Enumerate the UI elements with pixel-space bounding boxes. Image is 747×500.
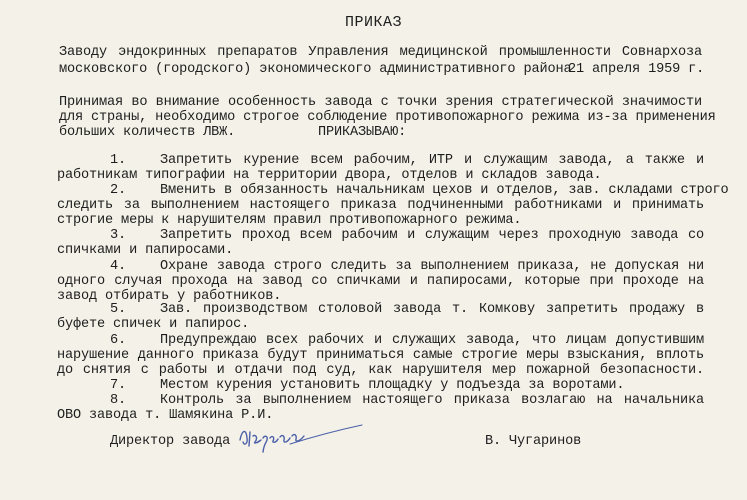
item-text: Зав. производством столовой завода т. Комкову запретить продажу в: [160, 302, 704, 317]
item-number: 2.: [110, 183, 127, 198]
item-text: Контроль за выполнением настоящего приказа возлагаю на начальника: [160, 393, 704, 408]
item-number: 1.: [110, 153, 127, 168]
preamble-line-1: Принимая во внимание особенность завода с точки зрения стратегической значимости: [59, 95, 702, 110]
document-title: ПРИКАЗ: [344, 14, 402, 31]
header-date: 21 апреля 1959 г.: [568, 62, 705, 77]
header-line-2: московского (городского) экономического административного района: [59, 62, 572, 77]
item-text: строгие меры к нарушителям правил противопожарного режима.: [57, 213, 522, 228]
item-number: 6.: [110, 333, 127, 348]
item-text: буфете спичек и папирос.: [57, 317, 250, 332]
item-number: 7.: [110, 378, 127, 393]
item-number: 3.: [110, 228, 127, 243]
item-text: завод отбирать у работников.: [57, 289, 282, 304]
signatory-position: Директор завода: [110, 434, 231, 449]
item-number: 5.: [110, 302, 127, 317]
item-text: нарушение данного приказа будут приниматься самые строгие меры взыскания, вплоть: [57, 348, 704, 363]
preamble-line-2: для страны, необходимо строгое соблюдение противопожарного режима из-за применения: [59, 110, 716, 125]
header-line-1: Заводу эндокринных препаратов Управления медицинской промышленности Совнархоза: [59, 45, 702, 60]
item-number: 8.: [110, 393, 127, 408]
item-text: до снятия с работы и отдачи под суд, как нарушителя мер пожарной безопасности.: [57, 363, 704, 378]
item-text: ОВО завода т. Шамякина Р.И.: [57, 408, 274, 423]
item-number: 4.: [110, 259, 127, 274]
item-text: одного случая прохода на завод со спичками и папиросами, которые при проходе на: [57, 274, 704, 289]
item-text: Запретить курение всем рабочим, ИТР и служащим завода, а также и: [160, 153, 704, 168]
item-text: следить за выполнением настоящего приказа подчиненными работниками и принимать: [57, 198, 704, 213]
handwritten-signature: [234, 416, 364, 456]
item-text: Предупреждаю всех рабочих и служащих завода, что лицам допустившим: [160, 333, 704, 348]
order-keyword: ПРИКАЗЫВАЮ:: [318, 125, 407, 140]
item-text: спичками и папиросами.: [57, 243, 234, 258]
item-text: работникам типографии на территории двора, отделов и складов завода.: [57, 168, 602, 183]
signatory-name: В. Чугаринов: [485, 434, 582, 449]
preamble-line-3: больших количеств ЛВЖ.: [59, 125, 236, 140]
item-text: Вменить в обязанность начальникам цехов и отделов, зав. складами строго: [160, 183, 729, 198]
item-text: Запретить проход всем рабочим и служащим через проходную завода со: [160, 228, 704, 243]
item-text: Охране завода строго следить за выполнением приказа, не допуская ни: [160, 259, 704, 274]
item-text: Местом курения установить площадку у подъезда за воротами.: [160, 378, 625, 393]
